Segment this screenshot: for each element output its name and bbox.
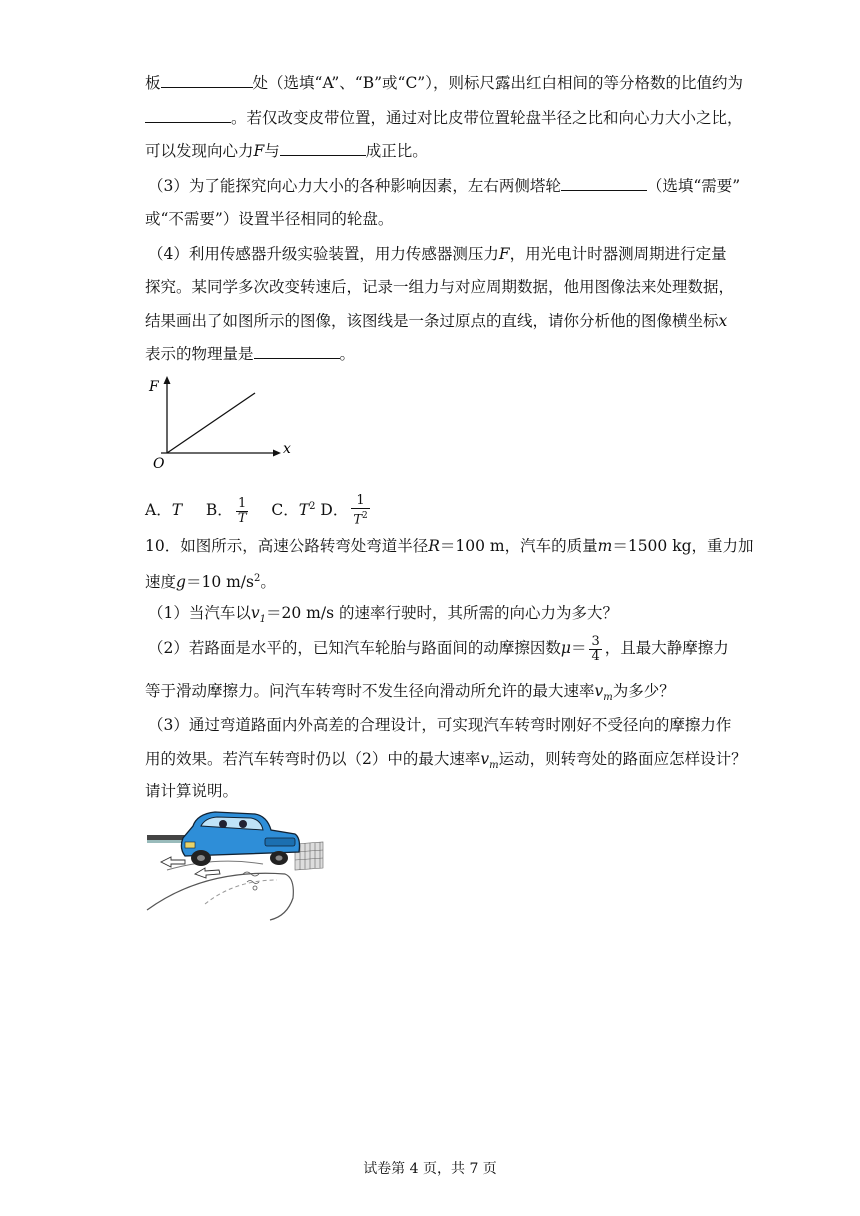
option-d-fraction: [351, 494, 369, 527]
q9-line-2: [145, 108, 743, 128]
skid-smoke: [243, 872, 259, 890]
text: 可以发现向心力: [145, 142, 254, 160]
q10-part2-line-2: [145, 681, 675, 708]
q10-part2-line-1: [148, 630, 729, 666]
subscript: 1: [259, 614, 267, 626]
option-d-label: D．: [320, 501, 349, 520]
text: ＝20 m/s 的速率行驶时，其所需的向心力为多大？: [266, 604, 618, 622]
subscript: m: [603, 692, 613, 704]
denominator-base: T: [353, 512, 362, 528]
symbol-x: x: [718, 312, 728, 330]
symbol-v: v: [250, 604, 260, 622]
text: 或“不需要”）设置半径相同的轮盘。: [145, 210, 394, 228]
symbol-v: v: [480, 750, 490, 768]
text: 运动，则转弯处的路面应怎样设计？: [498, 750, 747, 768]
q9-part4-line-4: [145, 344, 355, 364]
text: 。: [339, 345, 356, 363]
text: ，且最大静摩擦力: [604, 639, 729, 657]
text: 10．如图所示，高速公路转弯处弯道半径: [145, 537, 429, 555]
q10-part3-line-2: [145, 749, 747, 776]
symbol-m: m: [597, 537, 613, 555]
denominator: 4: [591, 648, 600, 664]
text: （选填“需要”: [646, 177, 741, 195]
blue-car: [181, 812, 299, 866]
option-b-fraction: [236, 497, 249, 526]
text: ＝1500 kg，重力加: [612, 537, 754, 555]
text: 探究。某同学多次改变转速后，记录一组力与对应周期数据，他用图像法来处理数据，: [145, 278, 735, 296]
answer-blank: [145, 108, 231, 123]
text: ＝100 m，汽车的质量: [439, 537, 598, 555]
option-c-label: C．: [271, 501, 299, 520]
option-b-label: B．: [205, 501, 233, 520]
text: 处（选填“A”、“B”或“C”），则标尺露出红白相间的等分格数的比值约为: [252, 74, 743, 92]
symbol-F: F: [253, 142, 265, 160]
text: ，用光电计时器测周期进行定量: [509, 245, 727, 263]
text: 结果画出了如图所示的图像，该图线是一条过原点的直线，请你分析他的图像横坐标: [145, 312, 719, 330]
y-axis-label: F: [149, 379, 159, 395]
page-footer: 试卷第 4 页，共 7 页: [363, 1161, 497, 1177]
text: （3）通过弯道路面内外高差的合理设计，可实现汽车转弯时刚好不受径向的摩擦力作: [148, 716, 732, 734]
symbol-v: v: [594, 682, 604, 700]
symbol-mu: μ: [560, 639, 571, 657]
denominator: [351, 509, 369, 527]
q9-line-3: [145, 141, 428, 161]
text: 速度: [145, 573, 177, 592]
q9-part3-line-2: [145, 209, 393, 229]
text: （2）若路面是水平的，已知汽车轮胎与路面间的动摩擦因数: [148, 639, 561, 657]
denominator: T: [237, 510, 247, 526]
symbol-R: R: [428, 537, 440, 555]
q9-part4-line-1: [148, 244, 727, 264]
q9-part4-line-2: [145, 277, 734, 297]
q9-part4-line-3: [145, 311, 727, 331]
numerator: 1: [236, 497, 249, 512]
answer-blank: [254, 344, 340, 359]
y-axis-arrow: [164, 376, 171, 384]
options-row: [145, 490, 373, 528]
symbol-g: g: [176, 573, 186, 592]
numerator: 1: [351, 494, 369, 509]
car-on-curve-illustration: [145, 808, 325, 924]
text: 表示的物理量是: [145, 345, 254, 363]
exponent: 2: [309, 501, 316, 512]
text: 板: [145, 74, 161, 92]
exponent: 2: [253, 573, 261, 584]
subscript: m: [489, 760, 499, 772]
q9-part3-line-1: [148, 176, 740, 196]
equals: ＝: [570, 639, 587, 657]
text: 等于滑动摩擦力。问汽车转弯时不发生径向滑动所允许的最大速率: [145, 682, 595, 700]
option-c-value: T: [298, 501, 310, 520]
q10-part1: [148, 603, 618, 630]
answer-blank: [280, 141, 366, 156]
q10-line-2: [145, 569, 276, 592]
text: 与: [264, 142, 280, 160]
text: 成正比。: [365, 142, 428, 160]
numerator: 3: [591, 633, 600, 649]
text: 。若仅改变皮带位置，通过对比皮带位置轮盘半径之比和向心力大小之比，: [231, 109, 743, 127]
origin-label: O: [153, 456, 165, 472]
x-axis-arrow: [273, 450, 281, 457]
q9-line-1: [145, 73, 743, 93]
text: 请计算说明。: [145, 782, 239, 800]
force-arrows: [161, 857, 220, 878]
answer-blank: [561, 176, 647, 191]
q10-part3-line-1: [148, 715, 731, 735]
option-a-value: T: [171, 501, 183, 520]
data-line: [167, 393, 255, 453]
q10-part3-line-3: [145, 781, 238, 801]
q10-line-1: [145, 536, 754, 556]
text: （4）利用传感器升级实验装置，用力传感器测压力: [148, 245, 499, 263]
road-lane-mark: [205, 880, 277, 904]
x-axis-label: x: [283, 441, 291, 457]
symbol-F: F: [498, 245, 510, 263]
text: （1）当汽车以: [148, 604, 251, 622]
mu-fraction: [589, 635, 601, 664]
text: 为多少？: [612, 682, 675, 700]
option-a-label: A．: [145, 501, 172, 520]
answer-blank: [161, 73, 253, 88]
text: （3）为了能探究向心力大小的各种影响因素，左右两侧塔轮: [148, 177, 561, 195]
f-x-graph: [145, 373, 295, 473]
text: ＝10 m/s: [185, 573, 254, 592]
text: 。: [260, 573, 276, 592]
text: 用的效果。若汽车转弯时仍以（2）中的最大速率: [145, 750, 481, 768]
exponent: 2: [362, 511, 368, 522]
